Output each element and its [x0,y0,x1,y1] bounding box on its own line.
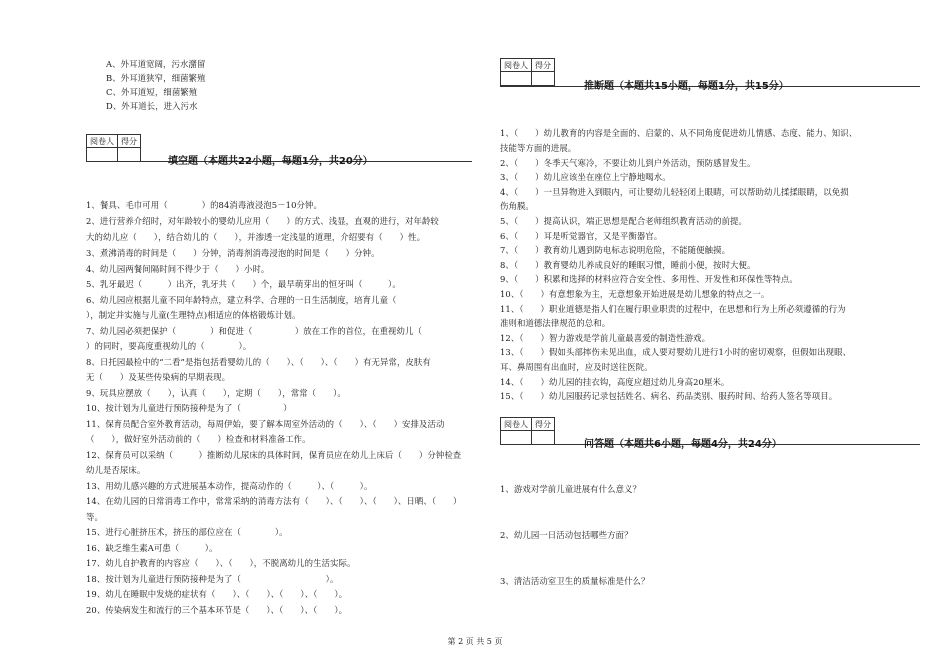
fill-line-20: 14、在幼儿园的日常消毒工作中，常常采纳的消毒方法有（ ）、（ ）、（ ）、日晒、（ ） [86,496,462,506]
fill-line-5: 4、幼儿园两餐间隔时间不得少于（ ）小时。 [86,264,270,274]
choice-option-a: A、外耳道宽阔，污水潴留 [106,59,206,69]
fill-line-21: 等。 [86,512,103,522]
judge-line-11: 9、（ ）积累和选择的材料应符合安全性、多用性、开发性和环保性等特点。 [500,274,798,284]
fill-line-2: 2、进行营养介绍时，对年龄较小的婴幼儿应用（ ）的方式、浅显，直观的进行，对年龄较 [86,216,439,226]
judge-line-13: 11、（ ）职业道德是指人们在履行职业职责的过程中，在思想和行为上所必须遵循的行为 [500,304,846,314]
qa-question-1: 1、游戏对学前儿童进展有什么意义？ [500,484,642,494]
qa-question-2: 2、幼儿园一日活动包括哪些方面？ [500,530,633,540]
fill-line-8: ），制定并实施与儿童(生理特点)相适应的体格锻炼计划。 [86,310,301,320]
fill-blank-score-table [86,134,141,162]
grader-cell[interactable] [87,148,118,162]
fill-line-24: 17、幼儿自护教育的内容应（ ）、（ ），不脱离幼儿的生活实际。 [86,558,356,568]
fill-line-18: 幼儿是否尿床。 [86,465,146,475]
qa-score-table [500,417,555,445]
judge-line-18: 14、（ ）幼儿园的挂衣钩，高度应超过幼儿身高20厘米。 [500,377,730,387]
fill-line-7: 6、幼儿园应根据儿童不同年龄特点，建立科学、合理的一日生活制度，培育儿童（ [86,295,422,305]
choice-option-d: D、外耳道长，进入污水 [106,101,198,111]
fill-line-23: 16、缺乏维生素A可患（ ）。 [86,543,218,553]
fill-line-19: 13、用幼儿感兴趣的方式进展基本动作，提高动作的（ ）、（ ）。 [86,481,373,491]
fill-blank-title: 填空题（本题共22小题，每题1分，共20分） [168,156,373,167]
fill-line-27: 20、传染病发生和流行的三个基本环节是（ ）、（ ）、（ ）。 [86,605,348,615]
judge-line-7: 5、（ ）提高认识，端正思想是配合老师组织教育活动的前提。 [500,216,748,226]
fill-line-4: 3、煮沸消毒的时间是（ ）分钟，消毒剂消毒浸泡的时间是（ ）分钟。 [86,248,380,258]
judge-line-8: 6、（ ）耳是听觉器官，又是平衡器官。 [500,231,663,241]
score-cell[interactable] [532,72,555,86]
grader-label: 阅卷人 [501,418,532,431]
qa-title: 问答题（本题共6小题，每题4分，共24分） [584,439,782,450]
fill-line-12: 无（ ）及某些传染病的早期表现。 [86,372,231,382]
fill-line-9: 7、幼儿园必须把保护（ ）和促进（ ）放在工作的首位，在重视幼儿（ [86,326,422,336]
fill-line-22: 15、进行心脏挤压术，挤压的部位应在（ ）。 [86,527,288,537]
judge-line-3: 2、（ ）冬季天气寒冷，不要让幼儿到户外活动，预防感冒发生。 [500,158,756,168]
judge-score-table [500,58,555,86]
grader-label: 阅卷人 [87,135,118,148]
judge-line-17: 耳、鼻周围有出血时，应及时送往医院。 [500,362,653,372]
judge-line-1: 1、（ ）幼儿教育的内容是全面的、启蒙的、从不同角度促进幼儿情感、态度、能力、知识、 [500,128,858,138]
judge-line-2: 技能等方面的进展。 [500,143,577,153]
judge-line-5: 4、（ ）一旦异物进入到眼内，可让婴幼儿轻轻闭上眼睛，可以帮助幼儿揉揉眼睛，以免损 [500,187,849,197]
judge-line-14: 准则和道德法律规范的总和。 [500,318,611,328]
judge-line-16: 13、（ ）假如头部摔伤未见出血，成人要对婴幼儿进行1小时的密切观察，但假如出现眼、 [500,347,852,357]
fill-line-14: 10、按计划为儿童进行预防接种是为了（ ） [86,403,292,413]
judge-line-12: 10、（ ）有意想象为主，无意想象开始进展是幼儿想象的特点之一。 [500,289,770,299]
fill-line-13: 9、玩具应摆放（ ），认真（ ），定期（ ），常常（ ）。 [86,388,346,398]
page-number: 第 2 页 共 5 页 [447,637,503,646]
fill-line-1: 1、餐具、毛巾可用（ ）的84消毒液浸泡5－10分钟。 [86,200,322,210]
judge-line-15: 12、（ ）智力游戏是学前儿童最喜爱的制造性游戏。 [500,333,711,343]
grader-cell[interactable] [501,431,532,445]
score-cell[interactable] [118,148,141,162]
fill-line-16: （ ），做好室外活动前的（ ）检查和材料准备工作。 [86,434,311,444]
judge-line-4: 3、（ ）幼儿应该坐在座位上宁静地喝水。 [500,172,671,182]
judge-line-10: 8、（ ）教育婴幼儿养成良好的睡眠习惯，睡前小便，按时大便。 [500,260,756,270]
judge-line-9: 7、（ ）教育幼儿遇到防电标志说明危险，不能随便触摸。 [500,245,731,255]
fill-line-17: 12、保育员可以采纳（ ）推断幼儿尿床的具体时间，保育员应在幼儿上床后（ ）分钟检查 [86,450,462,460]
fill-line-15: 11、保育员配合室外教育活动，每周伊始，要了解本周室外活动的（ ）、（ ）安排及活动 [86,419,445,429]
score-label: 得分 [118,135,141,148]
fill-line-10: ）的同时，要高度重视幼儿的（ ）。 [86,341,252,351]
fill-line-11: 8、日托园最检中的“二看”是指包括看婴幼儿的（ ）、（ ）、（ ）有无异常，皮肤有 [86,357,431,367]
choice-option-b: B、外耳道狭窄，细菌繁殖 [106,73,206,83]
score-label: 得分 [532,418,555,431]
qa-question-3: 3、清洁活动室卫生的质量标准是什么？ [500,576,650,586]
fill-line-26: 19、幼儿在睡眠中发烧的症状有（ ）、（ ）、（ ）、（ ）。 [86,589,348,599]
fill-line-6: 5、乳牙最迟（ ）出齐，乳牙共（ ）个，最早萌芽出的恒牙叫（ ）。 [86,279,401,289]
judge-line-6: 伤角膜。 [500,201,534,211]
judge-line-19: 15、（ ）幼儿园服药记录包括姓名、病名、药品类别、服药时间、给药人签名等项目。 [500,391,838,401]
score-cell[interactable] [532,431,555,445]
grader-label: 阅卷人 [501,59,532,72]
judge-title: 推断题（本题共15小题，每题1分，共15分） [584,81,789,92]
fill-line-3: 大的幼儿应（ ），结合幼儿的（ ），并渗透一定浅显的道理，介绍要有（ ）性。 [86,232,426,242]
grader-cell[interactable] [501,72,532,86]
score-label: 得分 [532,59,555,72]
choice-option-c: C、外耳道短，细菌繁殖 [106,87,198,97]
fill-line-25: 18、按计划为儿童进行预防接种是为了（ ）。 [86,574,339,584]
